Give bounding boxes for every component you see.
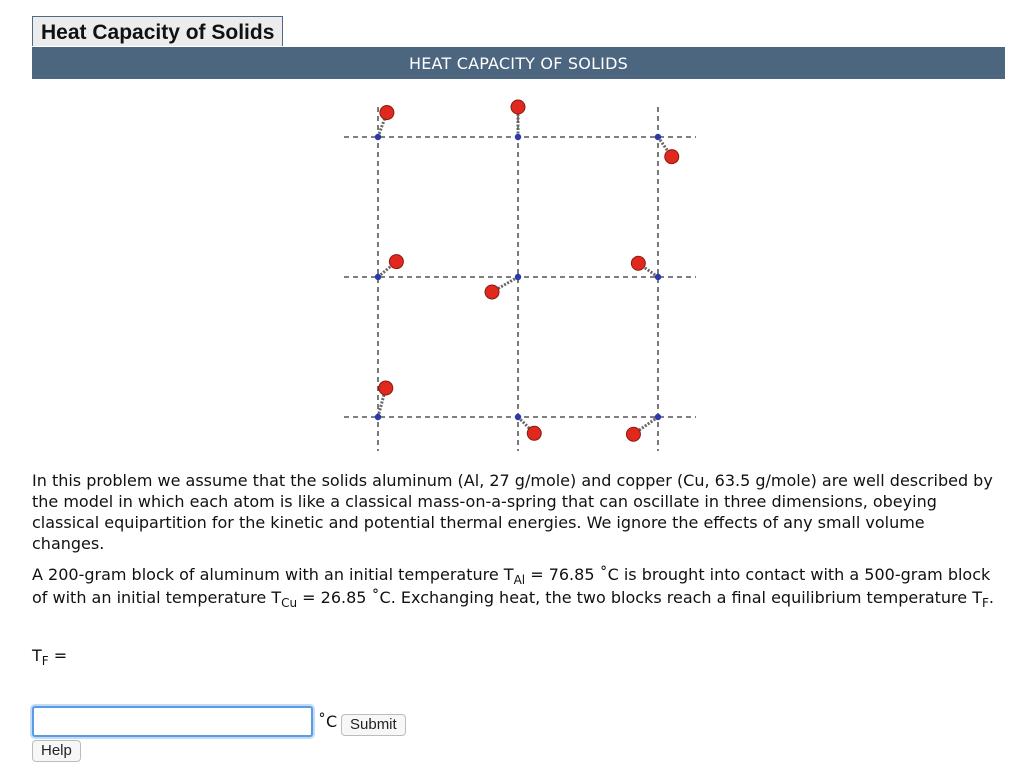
problem-statement: A 200-gram block of aluminum with an initial temperature $T_{Al} = 76.85$ ˚C is brought into contact with a 500-gram block of with an initial temperature $T_{Cu} = 26.85$ ˚C. Exchanging heat, the two blocks reach a final equilibrium temperature $T_F$.: [32, 565, 994, 610]
answer-input[interactable]: [32, 706, 313, 737]
problem-intro: In this problem we assume that the solids aluminum (Al, 27 g/mole) and copper (Cu, 63.5 g/mole) are well described by the model in which each atom is like a classical mass-on-a-spring that can oscillate in three dimensions, obeying classical equipartition for the kinetic and potential thermal energies. We ignore the effects of any small volume changes.: [32, 471, 993, 553]
oscillator: [511, 410, 544, 443]
oscillator: [371, 252, 406, 285]
submit-button[interactable]: Submit: [341, 714, 406, 736]
answer-unit: ˚C: [318, 712, 338, 731]
oscillator: [629, 253, 665, 284]
lattice-diagram: [330, 95, 710, 455]
oscillator: [650, 130, 681, 166]
oscillator: [370, 379, 394, 421]
help-button[interactable]: Help: [32, 740, 81, 762]
answer-label: $T_F$ =: [32, 646, 68, 668]
section-banner: HEAT CAPACITY OF SOLIDS: [32, 47, 1005, 79]
window-title-tab: Heat Capacity of Solids: [32, 16, 283, 46]
